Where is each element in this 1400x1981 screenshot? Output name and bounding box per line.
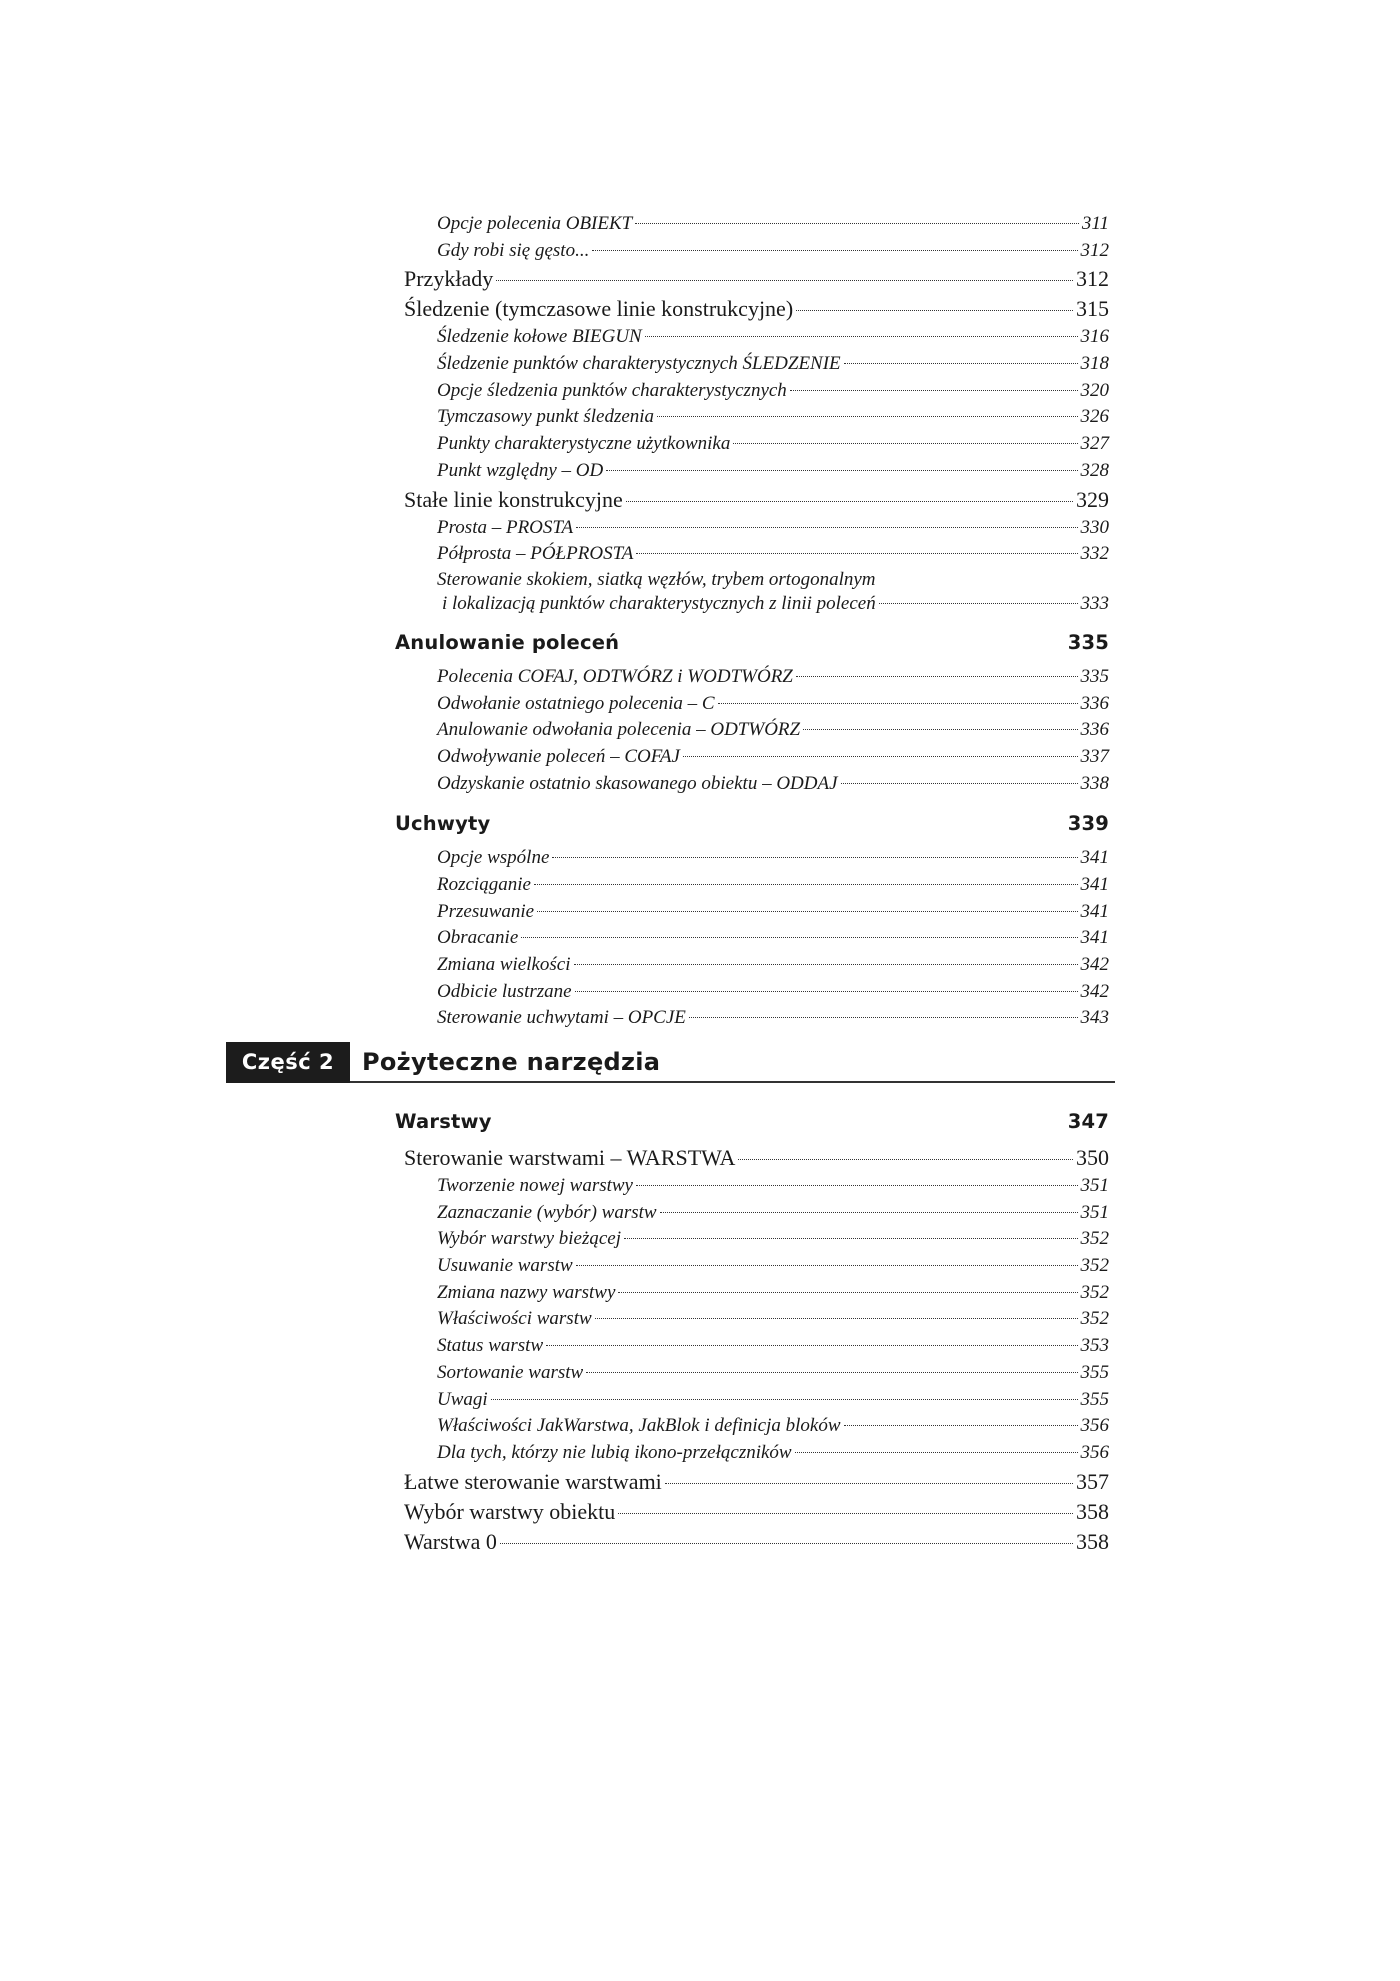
toc-page-number: 336 xyxy=(1080,692,1109,714)
toc-page-number: 343 xyxy=(1080,1007,1109,1029)
toc-page-number: 353 xyxy=(1080,1335,1109,1357)
toc-page-number: 318 xyxy=(1080,353,1109,375)
dot-leader xyxy=(624,1238,1077,1239)
chapter-page-number: 347 xyxy=(1067,1110,1109,1133)
toc-page-number: 312 xyxy=(1076,266,1109,292)
dot-leader xyxy=(575,991,1078,992)
toc-entry-label: Przykłady xyxy=(404,266,494,292)
dot-leader xyxy=(796,676,1078,677)
toc-subentry xyxy=(395,1413,1109,1440)
dot-leader xyxy=(618,1513,1073,1514)
dot-leader xyxy=(586,1372,1077,1373)
toc-subentry xyxy=(395,1280,1109,1307)
toc-page-number: 335 xyxy=(1080,665,1109,687)
dot-leader xyxy=(521,937,1077,938)
toc-subentry xyxy=(395,404,1109,431)
toc-page-number: 352 xyxy=(1080,1281,1109,1303)
dot-leader xyxy=(796,310,1073,311)
toc-subentry xyxy=(395,1360,1109,1387)
toc-page-number: 326 xyxy=(1080,406,1109,428)
toc-entry-label: Półprosta – PÓŁPROSTA xyxy=(437,543,634,565)
dot-leader xyxy=(790,390,1078,391)
toc-entry-label: Wybór warstwy obiektu xyxy=(404,1498,616,1524)
dot-leader xyxy=(574,964,1078,965)
toc-subentry xyxy=(395,952,1109,979)
toc-subentry-wrapped xyxy=(395,568,1109,616)
toc-entry-label: Tymczasowy punkt śledzenia xyxy=(437,406,655,428)
toc-page-number: 333 xyxy=(1080,592,1109,614)
toc-page-number: 341 xyxy=(1080,874,1109,895)
dot-leader xyxy=(595,1318,1078,1319)
toc-entry-label: Status warstw xyxy=(437,1335,544,1357)
toc-subentry xyxy=(395,899,1109,926)
toc-page-number: 341 xyxy=(1080,927,1109,949)
toc-entry-label: Tworzenie nowej warstwy xyxy=(437,1175,633,1196)
dot-leader xyxy=(546,1345,1077,1346)
toc-entry-label: Zmiana wielkości xyxy=(437,954,571,976)
toc-page-number: 332 xyxy=(1080,543,1109,565)
toc-page-number: 357 xyxy=(1076,1468,1109,1494)
toc-subentry xyxy=(395,458,1109,485)
chapter-title: Anulowanie poleceń xyxy=(395,630,620,654)
part-title: Pożyteczne narzędzia xyxy=(362,1048,661,1076)
toc-entry-label: Sterowanie uchwytami – OPCJE xyxy=(437,1007,686,1029)
toc-entry-label: Odzyskanie ostatnio skasowanego obiektu – ODDAJ xyxy=(437,772,838,794)
toc-entry-label: Zmiana nazwy warstwy xyxy=(437,1281,616,1303)
toc-entry-label: Opcje polecenia OBIEKT xyxy=(437,213,633,234)
toc-entry-label-line1: Sterowanie skokiem, siatką węzłów, trybem ortogonalnym xyxy=(437,568,876,590)
toc-page-number: 338 xyxy=(1080,772,1109,794)
toc-entry-label: Właściwości warstw xyxy=(437,1308,592,1330)
toc-page-number: 316 xyxy=(1080,326,1109,348)
toc-subentry xyxy=(395,1226,1109,1253)
toc-page-number: 352 xyxy=(1080,1228,1109,1250)
dot-leader xyxy=(636,1185,1078,1186)
toc-entry-line2 xyxy=(437,592,1109,616)
toc-page-number: 358 xyxy=(1076,1528,1109,1554)
dot-leader xyxy=(733,443,1077,444)
toc-subentry xyxy=(395,1387,1109,1414)
dot-leader xyxy=(491,1399,1078,1400)
toc-entry-label: Warstwa 0 xyxy=(404,1528,497,1554)
dot-leader xyxy=(841,783,1078,784)
toc-entry-label: Uwagi xyxy=(437,1388,488,1410)
toc-subentry xyxy=(395,1440,1109,1467)
toc-entry-label: Wybór warstwy bieżącej xyxy=(437,1228,622,1250)
toc-entry-label: Odwoływanie poleceń – COFAJ xyxy=(437,745,680,767)
toc-entry-label: Punkt względny – OD xyxy=(437,459,604,481)
toc-entry-label: Polecenia COFAJ, ODTWÓRZ i WODTWÓRZ xyxy=(437,665,793,687)
toc-entry-label: Śledzenie (tymczasowe linie konstrukcyjne) xyxy=(404,296,794,322)
chapter-page-number: 335 xyxy=(1067,630,1109,654)
dot-leader xyxy=(803,729,1077,730)
toc-page-number: 351 xyxy=(1080,1175,1109,1196)
dot-leader xyxy=(645,336,1078,337)
toc-chapter-heading xyxy=(395,803,1109,845)
toc-subentry xyxy=(395,872,1109,899)
toc-entry-label: Sterowanie warstwami – WARSTWA xyxy=(404,1145,736,1170)
dot-leader xyxy=(844,363,1078,364)
toc-entry-label: Obracanie xyxy=(437,927,519,949)
part-tab: Część 2 xyxy=(226,1042,350,1083)
toc-subentry xyxy=(395,1005,1109,1032)
toc-subentry xyxy=(395,925,1109,952)
toc-page-number: 330 xyxy=(1080,516,1109,538)
toc-page-number: 355 xyxy=(1080,1388,1109,1410)
toc-section-entry xyxy=(395,294,1109,324)
toc-subentry xyxy=(395,1253,1109,1280)
toc-entry-label: Odbicie lustrzane xyxy=(437,980,572,1002)
toc-section-entry xyxy=(395,264,1109,294)
chapter-title: Warstwy xyxy=(395,1110,492,1133)
toc-subentry xyxy=(395,351,1109,378)
dot-leader xyxy=(552,857,1077,858)
dot-leader xyxy=(606,470,1077,471)
toc-entry-label: Rozciąganie xyxy=(437,874,531,895)
toc-subentry xyxy=(395,664,1109,691)
toc-chapter-heading xyxy=(395,1101,1109,1143)
dot-leader xyxy=(500,1543,1073,1544)
dot-leader xyxy=(665,1483,1073,1484)
dot-leader xyxy=(496,280,1073,281)
toc-entry-label: Punkty charakterystyczne użytkownika xyxy=(437,433,731,455)
toc-page-number: 336 xyxy=(1080,719,1109,741)
toc-page-number: 352 xyxy=(1080,1255,1109,1277)
toc-page-number: 337 xyxy=(1080,745,1109,767)
dot-leader xyxy=(844,1425,1078,1426)
toc-subentry xyxy=(395,744,1109,771)
toc-subentry xyxy=(395,378,1109,405)
toc-subentry xyxy=(395,1200,1109,1227)
toc-entry-label: Gdy robi się gęsto... xyxy=(437,239,590,261)
toc-page-number: 355 xyxy=(1080,1361,1109,1383)
toc-page-number: 358 xyxy=(1076,1498,1109,1524)
dot-leader xyxy=(618,1292,1077,1293)
toc-chapter-heading xyxy=(395,622,1109,664)
toc-entry-label: Dla tych, którzy nie lubią ikono-przełączników xyxy=(437,1441,792,1463)
toc-page-number: 327 xyxy=(1080,433,1109,455)
dot-leader xyxy=(657,416,1077,417)
toc-page-number: 356 xyxy=(1080,1441,1109,1463)
chapter-page-number: 339 xyxy=(1067,812,1109,836)
dot-leader xyxy=(689,1017,1078,1018)
dot-leader xyxy=(534,884,1078,885)
toc-subentry xyxy=(395,211,1109,238)
chapter-title: Uchwyty xyxy=(395,812,491,836)
toc-entry-label: Śledzenie kołowe BIEGUN xyxy=(437,326,642,348)
toc-subentry xyxy=(395,431,1109,458)
toc-block-top xyxy=(395,211,1109,1032)
toc-subentry xyxy=(395,691,1109,718)
toc-entry-label: Przesuwanie xyxy=(437,900,535,922)
dot-leader xyxy=(635,223,1079,224)
dot-leader xyxy=(626,501,1073,502)
toc-page-number: 320 xyxy=(1080,379,1109,401)
toc-page-number: 342 xyxy=(1080,980,1109,1002)
toc-page-number: 341 xyxy=(1080,900,1109,922)
dot-leader xyxy=(537,911,1077,912)
toc-subentry xyxy=(395,1173,1109,1200)
toc-subentry xyxy=(395,845,1109,872)
dot-leader xyxy=(879,603,1078,604)
toc-entry-label: Sortowanie warstw xyxy=(437,1361,584,1383)
toc-entry-label: Opcje wspólne xyxy=(437,847,550,869)
dot-leader xyxy=(592,250,1077,251)
toc-subentry xyxy=(395,515,1109,542)
toc-subentry xyxy=(395,1333,1109,1360)
dot-leader xyxy=(636,553,1077,554)
dot-leader xyxy=(660,1212,1078,1213)
toc-section-entry xyxy=(395,485,1109,515)
dot-leader xyxy=(576,527,1077,528)
dot-leader xyxy=(576,1265,1078,1266)
toc-page-number: 315 xyxy=(1076,296,1109,322)
toc-page-number: 351 xyxy=(1080,1201,1109,1223)
toc-section-entry xyxy=(395,1467,1109,1497)
toc-entry-label: Opcje śledzenia punktów charakterystycznych xyxy=(437,379,787,401)
toc-entry-label: Anulowanie odwołania polecenia – ODTWÓRZ xyxy=(437,719,801,741)
toc-entry-label: Łatwe sterowanie warstwami xyxy=(404,1468,662,1494)
toc-page-number: 312 xyxy=(1080,239,1109,261)
toc-subentry xyxy=(395,541,1109,568)
toc-subentry xyxy=(395,771,1109,798)
toc-entry-label: Usuwanie warstw xyxy=(437,1255,573,1277)
toc-page-number: 342 xyxy=(1080,954,1109,976)
toc-subentry xyxy=(395,324,1109,351)
toc-entry-label: Prosta – PROSTA xyxy=(437,516,574,538)
toc-section-entry xyxy=(395,1497,1109,1527)
toc-subentry xyxy=(395,238,1109,265)
part-divider xyxy=(350,1081,1115,1083)
toc-entry-label: i lokalizacją punktów charakterystycznych z linii poleceń xyxy=(442,592,876,614)
toc-section-entry xyxy=(395,1143,1109,1173)
toc-block-bottom xyxy=(395,1095,1109,1557)
toc-page-number: 328 xyxy=(1080,459,1109,481)
toc-entry-label: Śledzenie punktów charakterystycznych ŚLEDZENIE xyxy=(437,353,841,375)
toc-subentry xyxy=(395,1306,1109,1333)
toc-subentry xyxy=(395,717,1109,744)
toc-entry-label: Stałe linie konstrukcyjne xyxy=(404,486,623,512)
toc-entry-label: Odwołanie ostatniego polecenia – C xyxy=(437,692,715,714)
part-header xyxy=(226,1042,1115,1083)
dot-leader xyxy=(738,1159,1073,1160)
toc-page-number: 352 xyxy=(1080,1308,1109,1330)
dot-leader xyxy=(718,703,1078,704)
toc-subentry xyxy=(395,979,1109,1006)
toc-page-number: 341 xyxy=(1080,847,1109,869)
toc-page-number: 329 xyxy=(1076,486,1109,512)
toc-entry-label: Zaznaczanie (wybór) warstw xyxy=(437,1201,657,1223)
toc-page-number: 356 xyxy=(1080,1415,1109,1437)
dot-leader xyxy=(795,1452,1078,1453)
toc-entry-label: Właściwości JakWarstwa, JakBlok i definicja bloków xyxy=(437,1415,841,1437)
toc-section-entry xyxy=(395,1527,1109,1557)
toc-page-number: 311 xyxy=(1081,213,1109,234)
toc-page-number: 350 xyxy=(1076,1145,1109,1170)
dot-leader xyxy=(683,756,1078,757)
